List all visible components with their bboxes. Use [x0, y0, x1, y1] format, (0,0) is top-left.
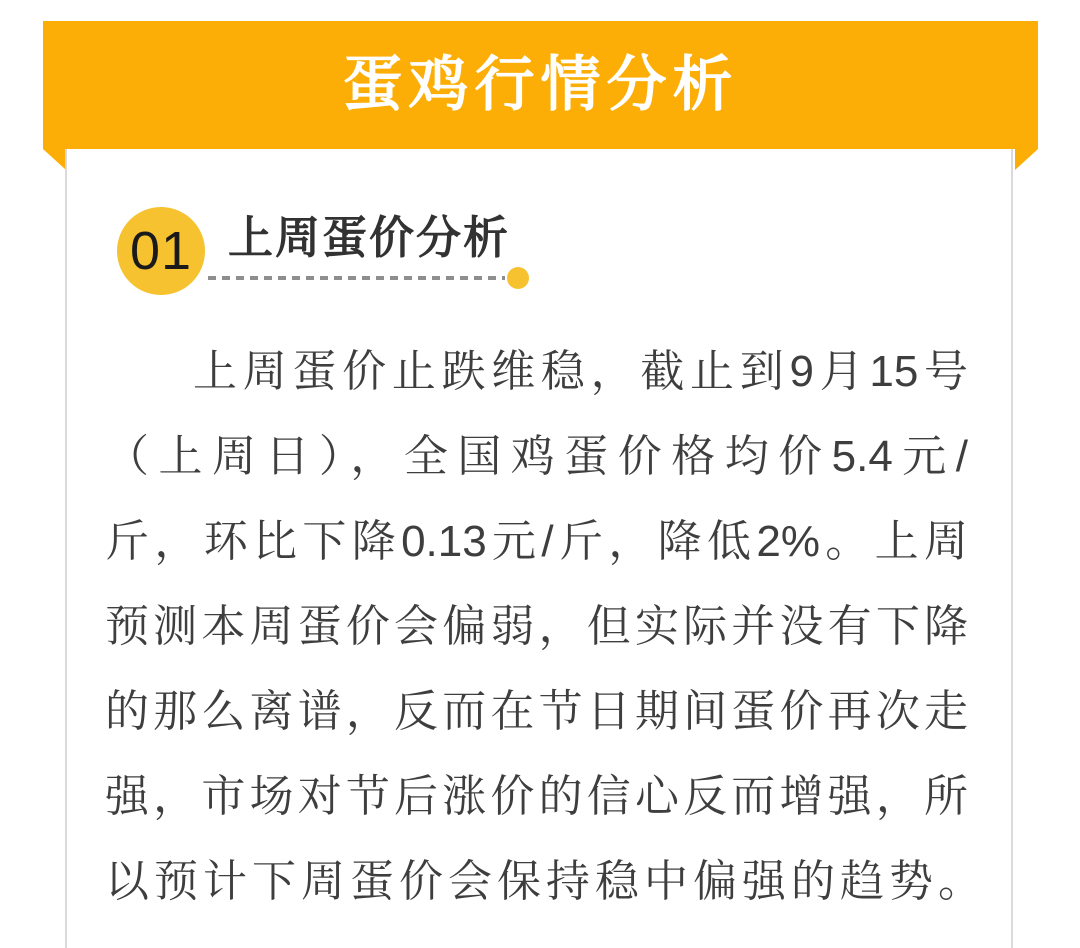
divider-dot-icon: [507, 267, 529, 289]
section-number-badge: [117, 207, 205, 295]
paragraph-line: 上周蛋价止跌维稳，截止到9月15号: [193, 347, 968, 396]
page-title: 蛋鸡行情分析: [342, 51, 739, 118]
title-ribbon: [43, 21, 1038, 149]
dashed-divider: [208, 276, 505, 280]
section-number: 01: [129, 221, 193, 281]
paragraph-line: 预测本周蛋价会偏弱，但实际并没有下降: [105, 602, 968, 651]
paragraph-line: 的那么离谱，反而在节日期间蛋价再次走: [105, 687, 968, 736]
paragraph-line: （上周日），全国鸡蛋价格均价5.4元/: [105, 432, 968, 481]
article-paragraph: [105, 329, 987, 924]
ribbon-fold-left-icon: [43, 149, 66, 170]
paragraph-line: 强，市场对节后涨价的信心反而增强，所: [105, 772, 968, 821]
paragraph-line: 斤，环比下降0.13元/斤，降低2%。上周: [105, 517, 968, 566]
paragraph-line: 以预计下周蛋价会保持稳中偏强的趋势。: [105, 857, 987, 906]
ribbon-fold-right-icon: [1015, 149, 1038, 170]
section-title: 上周蛋价分析: [228, 212, 511, 263]
